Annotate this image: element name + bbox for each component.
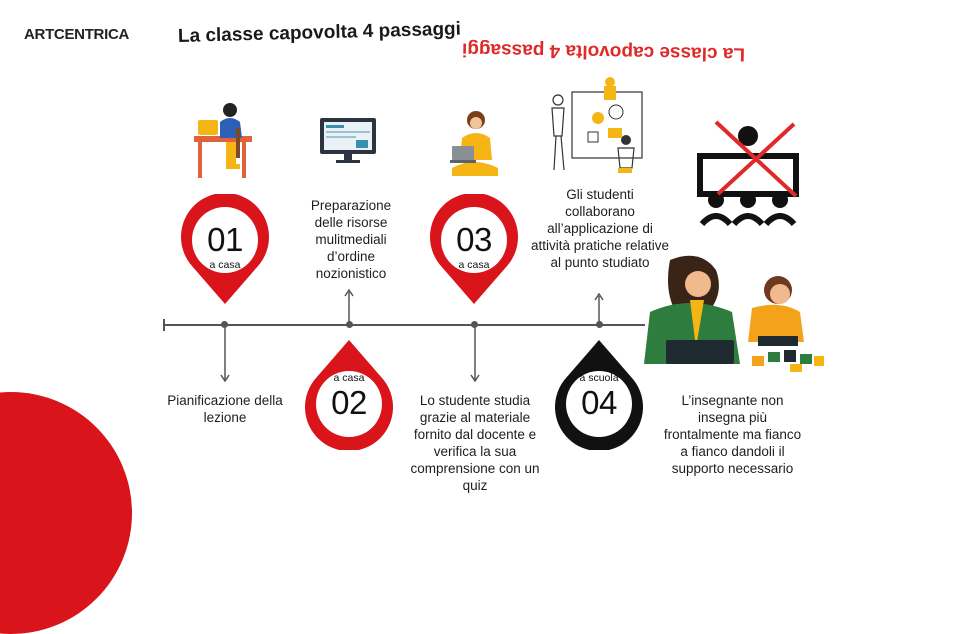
timeline-dot-3 [471, 321, 478, 328]
decorative-red-circle [0, 392, 132, 634]
step-02-caption: Preparazione delle risorse mulitmediali d’ordine nozionistico [310, 198, 392, 281]
connector-arrow-down-3 [469, 328, 481, 384]
step-02-pin [302, 338, 396, 450]
page-title-mirrored: La classe capovolta 4 passaggi [461, 38, 746, 65]
brand-logo: ARTCENTRICA [24, 26, 130, 43]
page-title: La classe capovolta 4 passaggi [177, 18, 462, 47]
step-04-pin [552, 338, 646, 450]
step-04-place: a scuola [579, 372, 619, 384]
step-03-caption: Lo studente studia grazie al materiale fornito dal docente e verifica la sua comprensione con un quiz [410, 393, 540, 493]
step-01-pin [178, 194, 272, 306]
timeline-dot-1 [221, 321, 228, 328]
connector-arrow-up-4 [593, 292, 605, 324]
no-frontal-lecture-icon [694, 120, 802, 230]
step-03-place: a casa [458, 259, 490, 271]
step-01-place: a casa [209, 259, 241, 271]
step-02-number: 02 [331, 384, 367, 421]
person-at-desk-icon [190, 98, 256, 180]
student-with-laptop-icon [446, 108, 502, 180]
step-02-place: a casa [333, 372, 365, 384]
step-03-number: 03 [456, 221, 492, 258]
final-caption: L’insegnante non insegna più frontalmente ma fianco a fianco dandoli il supporto necessario [663, 393, 802, 476]
teacher-and-child-icon [640, 252, 840, 380]
step-04-caption: Gli studenti collaborano all’applicazione di attività pratiche relative al punto studiato [530, 187, 670, 270]
collaboration-icon [548, 76, 644, 180]
step-04-number: 04 [581, 384, 617, 421]
step-03-pin [427, 194, 521, 306]
timeline-axis [165, 324, 645, 326]
monitor-icon [318, 116, 378, 166]
connector-arrow-down-1 [219, 328, 231, 384]
step-01-caption: Pianificazione della lezione [167, 393, 283, 425]
step-01-number: 01 [207, 221, 243, 258]
connector-arrow-up-2 [343, 288, 355, 324]
